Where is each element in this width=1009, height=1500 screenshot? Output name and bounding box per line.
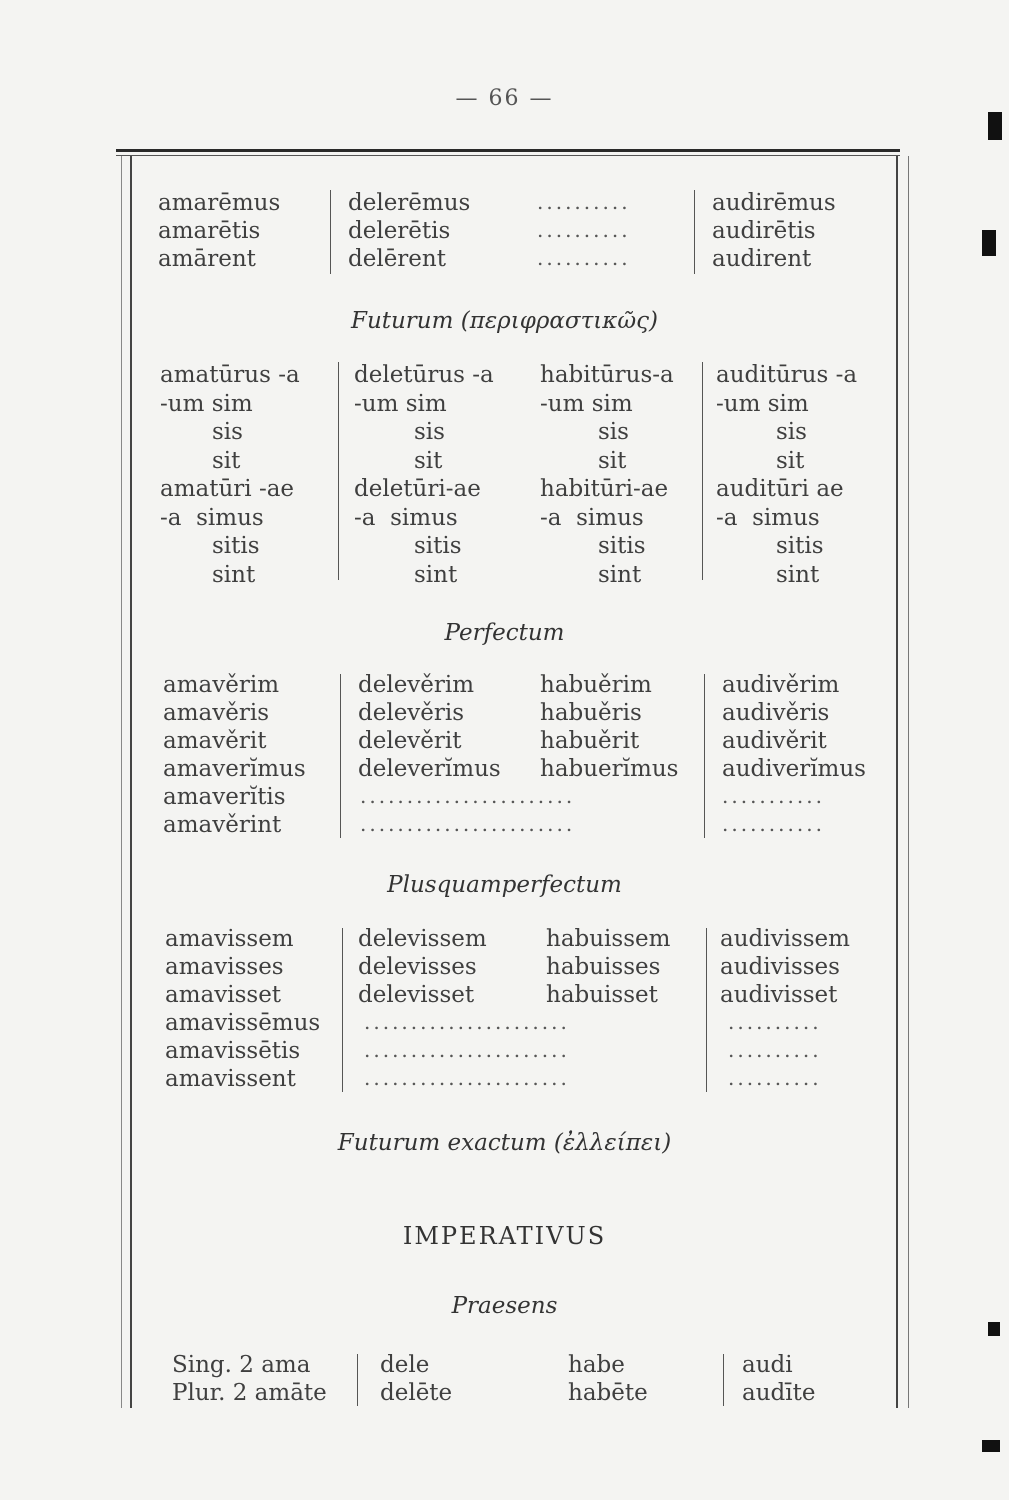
cell: dele [380,1352,430,1378]
cell: habe [568,1352,625,1378]
cell: -a simus [160,504,264,531]
section-heading-perfectum: Perfectum [444,620,565,646]
cell: habuisset [546,982,658,1008]
table-row [0,190,1009,218]
cell: delerētis [348,218,451,244]
cell: delevěrim [358,672,475,698]
cell: audi [742,1352,793,1378]
table-row [0,672,1009,700]
cell: audīte [742,1380,816,1406]
cell: habuissem [546,926,671,952]
table-row [0,1066,1009,1094]
edge-mark [988,1322,1000,1336]
cell: auditūri ae [716,476,844,502]
cell: amavissem [165,926,294,952]
table-row [0,533,1009,561]
edge-mark [982,1440,1000,1452]
section-heading-futurum: Futurum (περιφραστικῶς) [350,308,659,334]
cell: audivisset [720,982,838,1008]
cell: amaverĭtis [163,784,286,810]
page-number: — 66 — [455,86,554,111]
cell: amavisset [165,982,282,1008]
cell: -um sim [354,390,447,417]
ellipsis-dots: ...................... [364,1010,570,1034]
cell: -a simus [716,504,820,531]
ellipsis-dots: .......... [728,1066,822,1090]
cell: amārent [158,246,256,272]
cell: delērent [348,246,446,272]
cell: amavěris [163,700,269,726]
ellipsis-dots: ........... [722,784,825,808]
cell: amavissētis [165,1038,301,1064]
cell: sint [598,561,642,588]
cell: delevisset [358,982,475,1008]
table-row [0,246,1009,274]
cell: amarētis [158,218,261,244]
cell: sis [776,419,807,445]
table-row [0,562,1009,590]
cell: habuěris [540,700,642,726]
cell: delevěrit [358,728,462,754]
cell: amaverĭmus [163,756,306,782]
table-row [0,218,1009,246]
cell: Sing. 2 ama [172,1352,311,1378]
frame-top-rule-thin [116,155,900,156]
section-heading-futurum-exactum: Futurum exactum (ἐλλείπει) [337,1130,672,1156]
cell: amavěrim [163,672,279,698]
cell: habitūrus-a [540,362,674,388]
cell: sit [414,447,443,474]
cell: sit [212,447,241,474]
section-heading-plusquamperfectum: Plusquamperfectum [387,872,622,898]
cell: sint [212,561,256,588]
cell: sint [776,561,820,588]
cell: delēte [380,1380,453,1406]
table-row [0,728,1009,756]
ellipsis-dots: .......... [728,1010,822,1034]
table-row [0,926,1009,954]
cell: habuerĭmus [540,756,679,782]
cell: audirent [712,246,812,272]
cell: -um sim [540,390,633,417]
cell: amatūri -ae [160,476,295,502]
cell: audivisses [720,954,840,980]
cell: delevěris [358,700,465,726]
table-row [0,476,1009,504]
table-row [0,1038,1009,1066]
cell: amatūrus -a [160,362,300,388]
cell: sitis [414,533,462,559]
cell: habuěrim [540,672,652,698]
cell: -a simus [354,504,458,531]
ellipsis-dots: ...................... [364,1038,570,1062]
cell: amavěrint [163,812,282,838]
cell: audivěrit [722,728,827,754]
table-row [0,1380,1009,1408]
cell: delevisses [358,954,477,980]
cell: sint [414,561,458,588]
cell: -um sim [160,390,253,417]
table-row [0,756,1009,784]
cell: deleverĭmus [358,756,501,782]
cell: amavisses [165,954,284,980]
cell: audivissem [720,926,850,952]
ellipsis-dots: .......... [728,1038,822,1062]
cell: Plur. 2 amāte [172,1380,327,1406]
table-row [0,419,1009,447]
table-row [0,362,1009,390]
cell: audirētis [712,218,816,244]
section-title-imperativus: IMPERATIVUS [402,1222,607,1250]
table-row [0,391,1009,419]
table-row [0,700,1009,728]
cell: -um sim [716,390,809,417]
cell: sit [776,447,805,474]
ellipsis-dots: ....................... [360,812,576,836]
cell: habēte [568,1380,648,1406]
table-row [0,448,1009,476]
table-row [0,784,1009,812]
section-heading-praesens: Praesens [451,1293,558,1319]
cell: sitis [212,533,260,559]
cell: sis [414,419,445,445]
table-row [0,812,1009,840]
cell: deletūri-ae [354,476,481,502]
table-row [0,954,1009,982]
cell: deletūrus -a [354,362,494,388]
ellipsis-dots: ........... [722,812,825,836]
ellipsis-dots: .......... [537,246,631,270]
edge-mark [988,112,1002,140]
table-row [0,1352,1009,1380]
ellipsis-dots: .......... [537,218,631,242]
cell: sis [598,419,629,445]
cell: sit [598,447,627,474]
cell: sitis [776,533,824,559]
table-row [0,1010,1009,1038]
cell: amavěrit [163,728,267,754]
cell: audivěris [722,700,830,726]
ellipsis-dots: ....................... [360,784,576,808]
cell: delerēmus [348,190,471,216]
cell: delevissem [358,926,487,952]
ellipsis-dots: ...................... [364,1066,570,1090]
cell: habitūri-ae [540,476,669,502]
frame-top-rule [116,149,900,152]
cell: audiverĭmus [722,756,866,782]
table-row [0,505,1009,533]
cell: audirēmus [712,190,836,216]
cell: amavissēmus [165,1010,321,1036]
cell: amarēmus [158,190,281,216]
cell: sitis [598,533,646,559]
cell: auditūrus -a [716,362,858,388]
cell: amavissent [165,1066,296,1092]
cell: -a simus [540,504,644,531]
cell: habuěrit [540,728,640,754]
cell: habuisses [546,954,661,980]
cell: audivěrim [722,672,840,698]
cell: sis [212,419,243,445]
table-row [0,982,1009,1010]
ellipsis-dots: .......... [537,190,631,214]
